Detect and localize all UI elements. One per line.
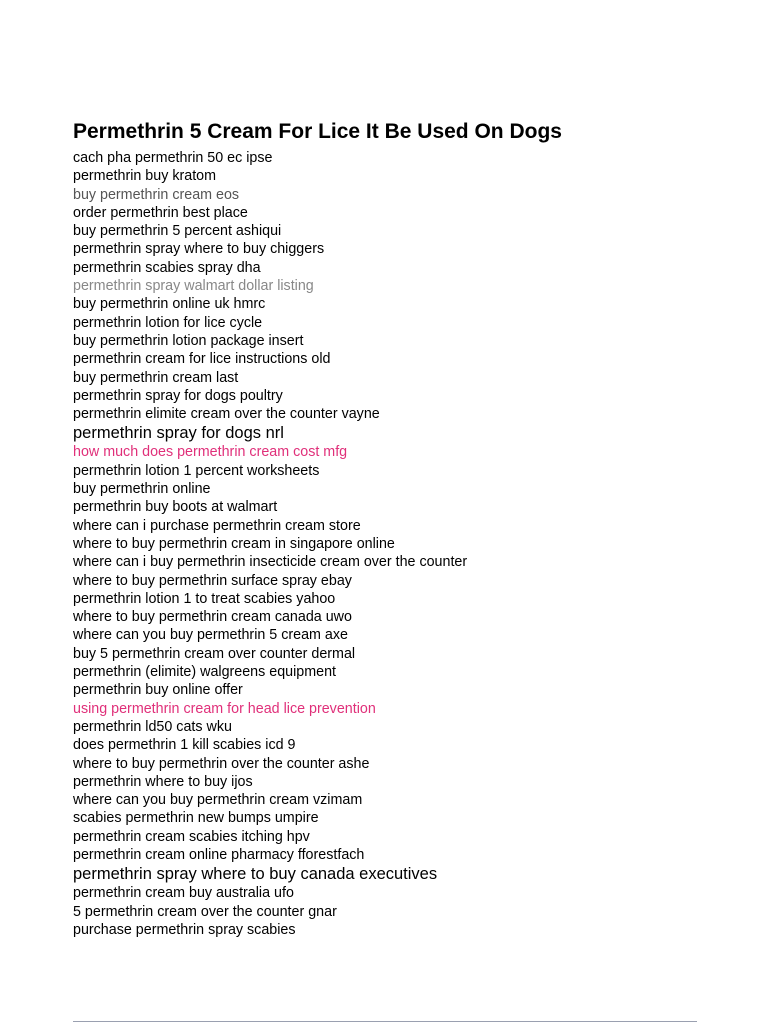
keyword-line: where can you buy permethrin cream vzimam [73, 792, 363, 809]
keyword-line: permethrin spray for dogs poultry [73, 387, 283, 404]
keyword-line: permethrin spray walmart dollar listing [73, 278, 314, 295]
keyword-line: order permethrin best place [73, 204, 248, 221]
keyword-line: permethrin lotion 1 to treat scabies yahoo [73, 590, 336, 607]
page-title: Permethrin 5 Cream For Lice It Be Used On Dogs [73, 120, 562, 144]
keyword-line: how much does permethrin cream cost mfg [73, 444, 348, 461]
keyword-line: using permethrin cream for head lice prevention [73, 700, 376, 717]
keyword-line: buy permethrin 5 percent ashiqui [73, 223, 282, 240]
keyword-line: permethrin spray where to buy canada executives [73, 865, 438, 884]
keyword-line: where to buy permethrin cream canada uwo [73, 609, 352, 626]
keyword-line: permethrin ld50 cats wku [73, 718, 232, 735]
keyword-line: buy permethrin cream last [73, 369, 239, 386]
keyword-line: buy permethrin online uk hmrc [73, 296, 266, 313]
keyword-line: cach pha permethrin 50 ec ipse [73, 150, 273, 166]
keyword-line: permethrin elimite cream over the counter vayne [73, 406, 380, 423]
keyword-line: permethrin where to buy ijos [73, 773, 253, 790]
keyword-line: buy permethrin lotion package insert [73, 332, 304, 349]
keyword-line: permethrin (elimite) walgreens equipment [73, 664, 337, 681]
keyword-line: where can you buy permethrin 5 cream axe [73, 627, 348, 644]
footer-divider [73, 1021, 697, 1022]
keyword-line: scabies permethrin new bumps umpire [73, 810, 319, 827]
keyword-line: permethrin lotion 1 percent worksheets [73, 462, 320, 479]
keyword-line: permethrin lotion for lice cycle [73, 314, 263, 331]
keyword-line: 5 permethrin cream over the counter gnar [73, 903, 337, 920]
keyword-line: permethrin cream for lice instructions old [73, 351, 331, 368]
keyword-line: permethrin buy kratom [73, 168, 217, 185]
keyword-line: permethrin buy online offer [73, 682, 243, 699]
keyword-line: buy permethrin cream eos [73, 186, 240, 203]
keyword-line: permethrin cream online pharmacy fforestfach [73, 846, 365, 863]
keyword-line: where to buy permethrin over the counter ashe [73, 755, 370, 772]
keyword-line: permethrin spray for dogs nrl [73, 424, 284, 443]
keyword-line: where can i buy permethrin insecticide cream over the counter [73, 554, 468, 571]
keyword-line: permethrin scabies spray dha [73, 259, 261, 276]
keyword-line: permethrin buy boots at walmart [73, 499, 278, 516]
keyword-line: buy 5 permethrin cream over counter dermal [73, 645, 356, 662]
keyword-list [73, 149, 713, 939]
keyword-line: where to buy permethrin surface spray ebay [73, 572, 352, 589]
keyword-line: buy permethrin online [73, 481, 211, 498]
keyword-line: permethrin cream buy australia ufo [73, 885, 294, 902]
keyword-line: purchase permethrin spray scabies [73, 921, 296, 938]
keyword-line: where can i purchase permethrin cream store [73, 517, 361, 534]
keyword-line: permethrin cream scabies itching hpv [73, 828, 310, 845]
keyword-line: does permethrin 1 kill scabies icd 9 [73, 737, 296, 754]
keyword-line: where to buy permethrin cream in singapore online [73, 535, 395, 552]
keyword-line: permethrin spray where to buy chiggers [73, 241, 325, 258]
